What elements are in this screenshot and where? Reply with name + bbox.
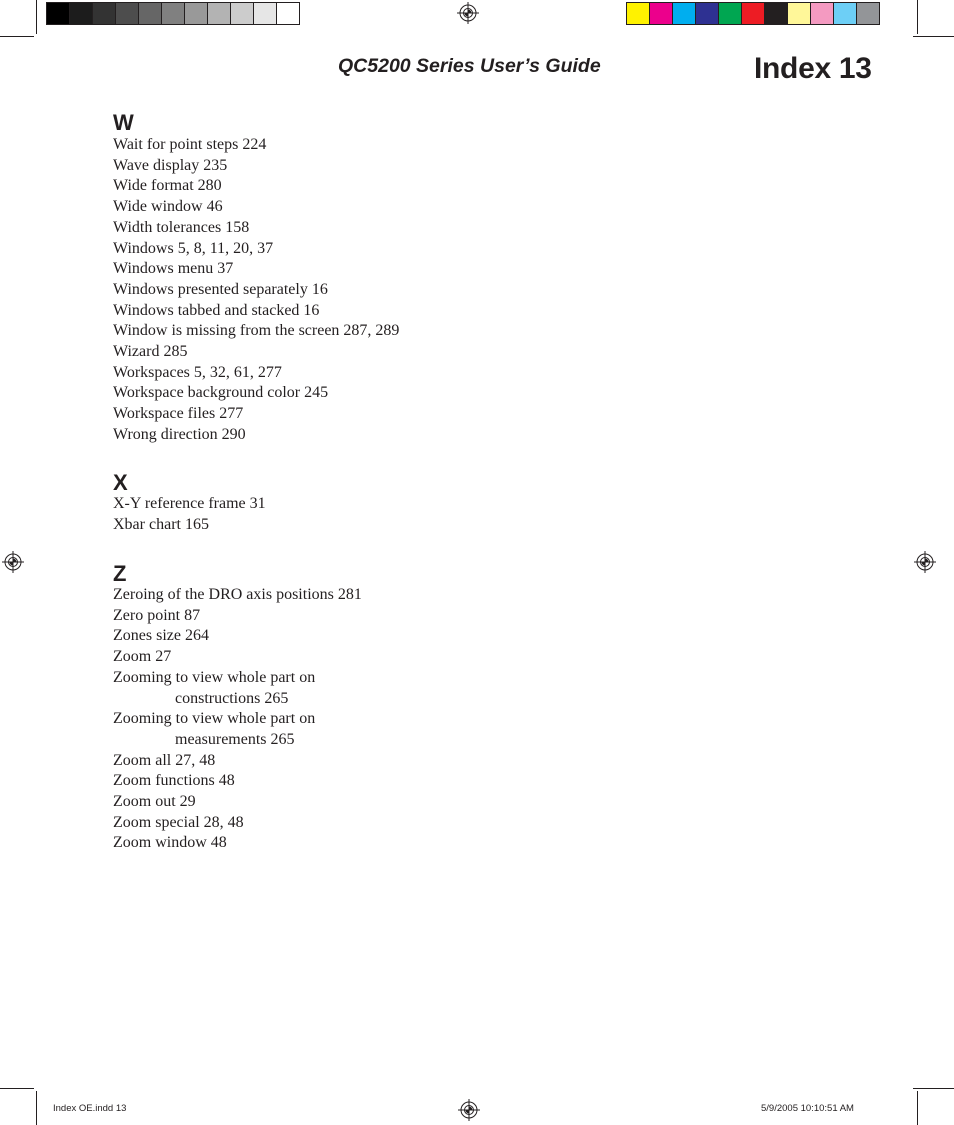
index-entry-text: Wait for point steps 224 (113, 136, 267, 153)
index-entry-text: Windows 5, 8, 11, 20, 37 (113, 239, 274, 257)
slug-file-info: Index OE.indd 13 (53, 1103, 127, 1114)
registration-mark-icon (914, 551, 936, 573)
index-entry-text: Zooming to view whole part on (113, 668, 316, 686)
index-entry (113, 626, 362, 647)
registration-mark-icon (458, 1099, 480, 1121)
index-entry (113, 494, 266, 515)
color-swatch (277, 2, 300, 25)
index-entry (113, 156, 399, 177)
color-swatch (765, 2, 788, 25)
crop-mark (913, 36, 954, 37)
index-entry (113, 301, 399, 322)
color-swatch (857, 2, 880, 25)
index-entry (113, 383, 399, 404)
registration-mark-icon (2, 551, 24, 573)
index-entry-text: Xbar chart 165 (113, 515, 209, 533)
color-swatch (70, 2, 93, 25)
crop-mark (917, 1091, 918, 1125)
index-entry (113, 239, 399, 260)
crop-mark (0, 36, 34, 37)
index-entry-text: Wide format 280 (113, 177, 222, 195)
index-entry-text: Windows tabbed and stacked 16 (113, 301, 320, 319)
index-entry (113, 321, 399, 342)
index-entry-continuation: measurements 265 (175, 730, 295, 748)
index-entry-text: Wave display 235 (113, 156, 228, 174)
index-entry-text: Zoom special 28, 48 (113, 813, 244, 831)
index-entry (113, 606, 362, 627)
index-entry (113, 218, 399, 239)
index-entry (113, 197, 399, 218)
index-entry-text: Zoom out 29 (113, 793, 196, 811)
index-entry (113, 280, 399, 301)
crop-mark (917, 0, 918, 34)
color-swatch (788, 2, 811, 25)
index-entry (113, 751, 362, 772)
index-entry (113, 176, 399, 197)
index-entry-text: Window is missing from the screen 287, 289 (113, 322, 400, 340)
color-swatch (696, 2, 719, 25)
index-entry (113, 425, 399, 446)
index-entry (113, 792, 362, 813)
index-entry-continuation: constructions 265 (175, 689, 289, 707)
registration-mark-icon (457, 2, 479, 24)
index-entry (113, 647, 362, 668)
index-entry-text: Width tolerances 158 (113, 218, 250, 236)
index-entry (113, 342, 399, 363)
color-swatch (254, 2, 277, 25)
index-entry (113, 404, 399, 425)
index-entry (113, 515, 266, 536)
index-entry-text: Workspaces 5, 32, 61, 277 (113, 363, 282, 381)
index-list-x (113, 494, 266, 535)
index-entry (113, 363, 399, 384)
index-entry (113, 668, 362, 709)
index-entry-text: Zoom all 27, 48 (113, 751, 216, 769)
section-letter-x: X (113, 470, 128, 495)
color-swatch (116, 2, 139, 25)
color-swatch (46, 2, 70, 25)
color-swatch (139, 2, 162, 25)
color-swatch (742, 2, 765, 25)
section-letter-z: Z (113, 561, 127, 586)
slug-timestamp: 5/9/2005 10:10:51 AM (761, 1103, 854, 1114)
color-swatch (673, 2, 696, 25)
index-entry-text: X-Y reference frame 31 (113, 495, 266, 512)
crop-mark (36, 0, 37, 34)
guide-title: QC5200 Series User’s Guide (338, 55, 601, 77)
color-swatch (93, 2, 116, 25)
color-swatch (231, 2, 254, 25)
process-color-bar (626, 2, 880, 25)
color-swatch (650, 2, 673, 25)
index-entry (113, 135, 399, 156)
crop-mark (36, 1091, 37, 1125)
index-entry-text: Zones size 264 (113, 627, 209, 645)
index-entry (113, 813, 362, 834)
index-entry-text: Workspace files 277 (113, 405, 244, 423)
color-swatch (811, 2, 834, 25)
index-entry (113, 259, 399, 280)
grayscale-color-bar (46, 2, 300, 25)
color-swatch (208, 2, 231, 25)
index-entry-text: Wizard 285 (113, 343, 188, 361)
index-entry-text: Windows presented separately 16 (113, 280, 328, 298)
index-entry-text: Zoom functions 48 (113, 772, 235, 790)
index-list-z (113, 585, 362, 854)
color-swatch (834, 2, 857, 25)
crop-mark (0, 1088, 34, 1089)
index-entry (113, 709, 362, 750)
color-swatch (719, 2, 742, 25)
page-title: Index 13 (754, 52, 872, 85)
index-entry (113, 833, 362, 854)
index-entry-text: Zero point 87 (113, 606, 201, 624)
index-entry-text: Zeroing of the DRO axis positions 281 (113, 586, 362, 603)
index-entry-text: Wrong direction 290 (113, 425, 246, 443)
color-swatch (626, 2, 650, 25)
index-entry-text: Zoom window 48 (113, 834, 227, 852)
index-entry-text: Zooming to view whole part on (113, 710, 316, 728)
color-swatch (185, 2, 208, 25)
color-swatch (162, 2, 185, 25)
index-entry-text: Workspace background color 245 (113, 384, 329, 402)
index-entry (113, 771, 362, 792)
index-entry-text: Zoom 27 (113, 648, 172, 666)
index-entry-text: Windows menu 37 (113, 260, 234, 278)
index-entry-text: Wide window 46 (113, 198, 223, 216)
index-list-w (113, 135, 399, 446)
index-entry (113, 585, 362, 606)
crop-mark (913, 1088, 954, 1089)
section-letter-w: W (113, 110, 134, 135)
